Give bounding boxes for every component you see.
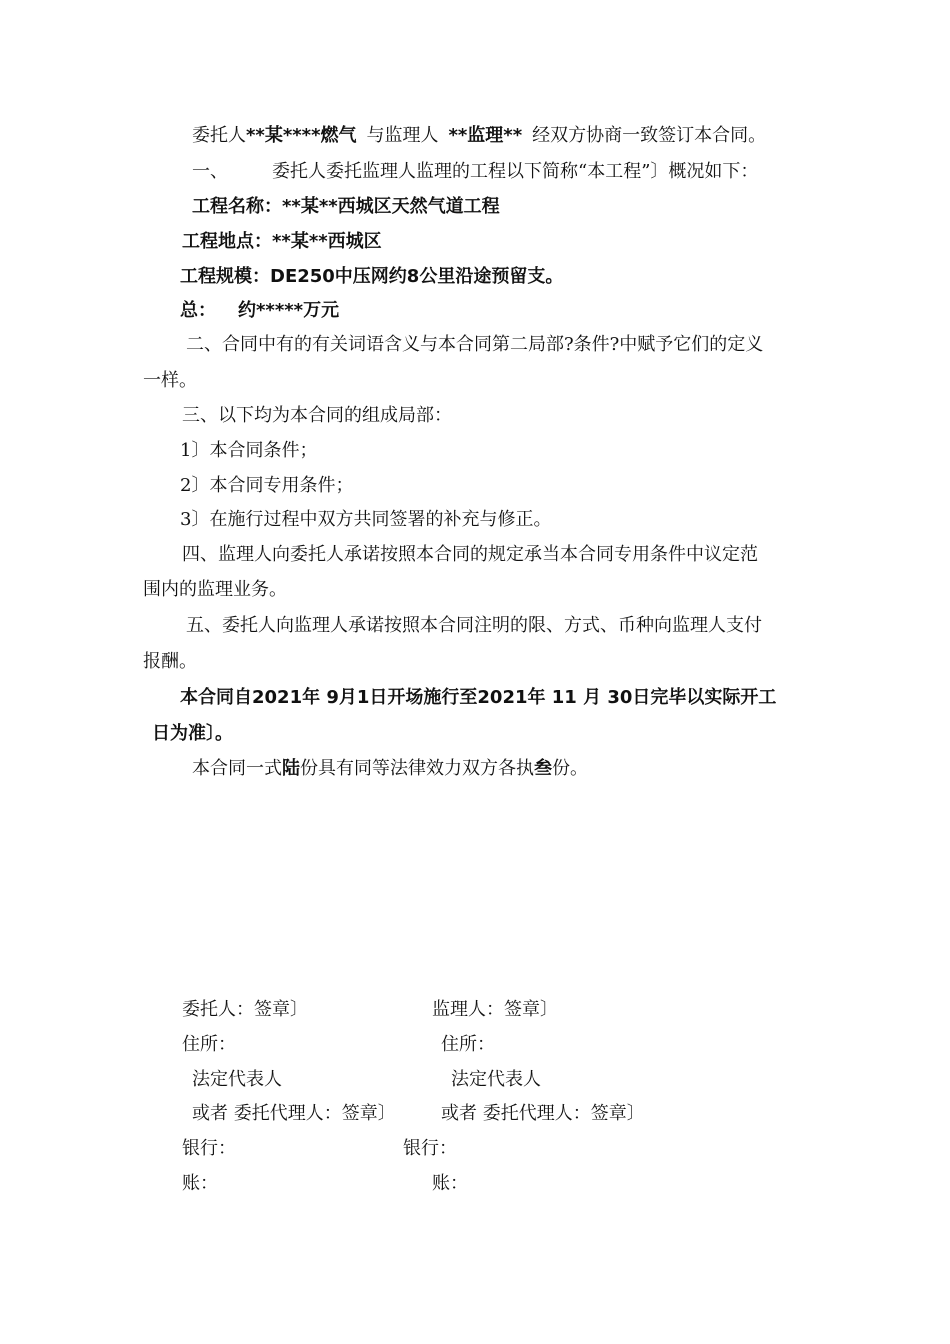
signature-right-rep: 法定代表人 — [451, 1069, 541, 1090]
client-name: **某****燃气 — [246, 125, 357, 146]
signature-left-address: 住所： — [182, 1034, 236, 1055]
contract-term-line-2: 日为准〕。 — [152, 723, 233, 744]
project-location: 工程地点：**某**西城区 — [182, 231, 382, 252]
section-5-line-2: 报酬。 — [143, 651, 197, 672]
section-3-item-3: 3〕在施行过程中双方共同签署的补充与修正。 — [180, 509, 552, 530]
copies-mid: 份具有同等法律效力双方各执 — [300, 758, 534, 779]
copies-line — [192, 757, 588, 781]
signature-right-account: 账： — [432, 1173, 468, 1194]
copies-post: 份。 — [552, 758, 588, 779]
signature-left-rep: 法定代表人 — [192, 1069, 282, 1090]
section-2-line-2: 一样。 — [143, 370, 197, 391]
section-2-line-1: 二、合同中有的有关词语含义与本合同第二局部?条件?中赋予它们的定义 — [186, 334, 764, 355]
copies-each: 叁 — [534, 758, 552, 779]
client-label: 委托人 — [192, 125, 246, 146]
section-1-number: 一、 — [192, 161, 228, 182]
intro-tail: 经双方协商一致签订本合同。 — [532, 125, 767, 146]
section-4-line-2: 围内的监理业务。 — [143, 579, 287, 600]
project-name: 工程名称：**某**西城区天然气道工程 — [192, 196, 500, 217]
signature-left-party: 委托人：签章〕 — [182, 999, 308, 1020]
section-1-text: 委托人委托监理人监理的工程以下简称“本工程”〕概况如下： — [272, 161, 759, 182]
signature-left-account: 账： — [182, 1173, 218, 1194]
project-scale: 工程规模：DE250中压网约8公里沿途预留支。 — [180, 266, 564, 287]
project-total-label: 总： — [180, 300, 216, 321]
copies-pre: 本合同一式 — [192, 758, 282, 779]
section-5-line-1: 五、委托人向监理人承诺按照本合同注明的限、方式、币种向监理人支付 — [186, 615, 762, 636]
signature-right-address: 住所： — [441, 1034, 495, 1055]
project-total — [180, 299, 339, 323]
signature-left-bank: 银行： — [182, 1138, 236, 1159]
section-4-line-1: 四、监理人向委托人承诺按照本合同的规定承当本合同专用条件中议定范 — [182, 544, 758, 565]
signature-right-agent: 或者 委托代理人：签章〕 — [441, 1103, 645, 1124]
intro-line — [192, 124, 766, 148]
copies-count: 陆 — [282, 758, 300, 779]
signature-left-agent: 或者 委托代理人：签章〕 — [192, 1103, 396, 1124]
project-total-value: 约*****万元 — [238, 300, 340, 321]
signature-right-bank: 银行： — [403, 1138, 457, 1159]
contract-term-line-1: 本合同自2021年 9月1日开场施行至2021年 11 月 30日完毕以实际开工 — [180, 687, 777, 708]
section-3-title: 三、以下均为本合同的组成局部： — [182, 405, 452, 426]
with-supervisor-label: 与监理人 — [366, 125, 439, 146]
section-1 — [192, 160, 758, 184]
supervisor-name: **监理** — [448, 125, 523, 146]
section-3-item-1: 1〕本合同条件； — [180, 440, 318, 461]
signature-right-party: 监理人：签章〕 — [432, 999, 558, 1020]
section-3-item-2: 2〕本合同专用条件； — [180, 475, 354, 496]
